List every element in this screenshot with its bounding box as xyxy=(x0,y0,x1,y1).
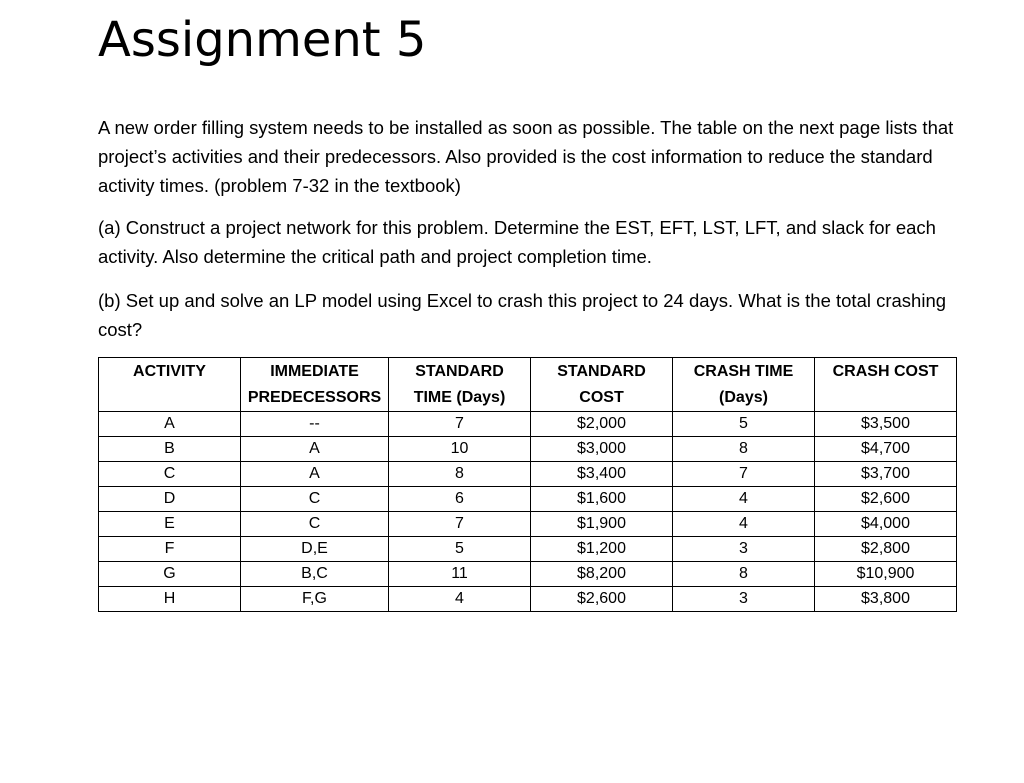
cell-activity: D xyxy=(99,487,241,512)
header-standard-time-line-2: TIME (Days) xyxy=(413,389,506,406)
cell-standard-cost: $3,000 xyxy=(531,437,673,462)
cell-crash-cost: $2,800 xyxy=(815,537,957,562)
cell-standard-time: 6 xyxy=(389,487,531,512)
cell-predecessors: C xyxy=(241,512,389,537)
cell-crash-cost: $4,700 xyxy=(815,437,957,462)
table-row xyxy=(99,437,957,462)
table-row xyxy=(99,537,957,562)
cell-activity: E xyxy=(99,512,241,537)
header-immediate-predecessors xyxy=(241,358,389,412)
header-crash-time-line-2: (Days) xyxy=(719,389,768,406)
cell-predecessors: A xyxy=(241,462,389,487)
cell-activity: G xyxy=(99,562,241,587)
cell-predecessors: -- xyxy=(241,412,389,437)
cell-standard-time: 8 xyxy=(389,462,531,487)
cell-crash-time: 4 xyxy=(673,512,815,537)
cell-predecessors: A xyxy=(241,437,389,462)
part-b-paragraph: (b) Set up and solve an LP model using Excel to crash this project to 24 days. What is the total crashing cost? xyxy=(98,290,947,340)
cell-crash-cost: $3,700 xyxy=(815,462,957,487)
header-crash-time xyxy=(673,358,815,412)
table-row xyxy=(99,587,957,612)
cell-crash-cost: $10,900 xyxy=(815,562,957,587)
cell-standard-cost: $2,000 xyxy=(531,412,673,437)
cell-crash-time: 3 xyxy=(673,587,815,612)
header-standard-time-line-1: STANDARD xyxy=(415,363,504,380)
cell-crash-cost: $3,800 xyxy=(815,587,957,612)
cell-crash-time: 8 xyxy=(673,562,815,587)
header-crash-cost-line-1: CRASH COST xyxy=(832,363,939,380)
header-crash-cost xyxy=(815,358,957,412)
cell-standard-time: 7 xyxy=(389,412,531,437)
cell-predecessors: D,E xyxy=(241,537,389,562)
intro-paragraph: A new order filling system needs to be installed as soon as possible. The table on the next page lists that project’s activities and their predecessors. Also provided is the cost information to reduce the standard activity times. (problem 7-32 in the textbook) xyxy=(98,117,954,196)
cell-crash-time: 5 xyxy=(673,412,815,437)
table-row xyxy=(99,562,957,587)
cell-crash-cost: $2,600 xyxy=(815,487,957,512)
cell-activity: A xyxy=(99,412,241,437)
header-predecessors-line-2: PREDECESSORS xyxy=(247,389,382,406)
header-standard-time xyxy=(389,358,531,412)
table-row xyxy=(99,512,957,537)
cell-predecessors: F,G xyxy=(241,587,389,612)
table-row xyxy=(99,412,957,437)
header-activity-line-1: ACTIVITY xyxy=(133,363,206,380)
page-title: Assignment 5 xyxy=(98,12,427,68)
cell-standard-time: 7 xyxy=(389,512,531,537)
activity-table xyxy=(98,357,957,612)
cell-standard-time: 4 xyxy=(389,587,531,612)
header-crash-time-line-1: CRASH TIME xyxy=(693,363,794,380)
header-standard-cost xyxy=(531,358,673,412)
cell-activity: B xyxy=(99,437,241,462)
cell-standard-cost: $1,900 xyxy=(531,512,673,537)
cell-crash-time: 8 xyxy=(673,437,815,462)
cell-crash-cost: $3,500 xyxy=(815,412,957,437)
cell-activity: C xyxy=(99,462,241,487)
cell-crash-cost: $4,000 xyxy=(815,512,957,537)
table-header-row xyxy=(99,358,957,412)
cell-crash-time: 7 xyxy=(673,462,815,487)
part-a-paragraph: (a) Construct a project network for this problem. Determine the EST, EFT, LST, LFT, and slack for each activity. Also determine the critical path and project completion time. xyxy=(98,217,936,267)
header-standard-cost-line-2: COST xyxy=(579,389,624,406)
header-standard-cost-line-1: STANDARD xyxy=(557,363,646,380)
cell-crash-time: 4 xyxy=(673,487,815,512)
cell-standard-cost: $1,200 xyxy=(531,537,673,562)
table-row xyxy=(99,462,957,487)
cell-standard-time: 5 xyxy=(389,537,531,562)
cell-standard-cost: $8,200 xyxy=(531,562,673,587)
cell-activity: F xyxy=(99,537,241,562)
header-activity xyxy=(99,358,241,412)
header-predecessors-line-1: IMMEDIATE xyxy=(270,363,359,380)
table-row xyxy=(99,487,957,512)
cell-standard-time: 11 xyxy=(389,562,531,587)
cell-activity: H xyxy=(99,587,241,612)
cell-standard-time: 10 xyxy=(389,437,531,462)
cell-predecessors: C xyxy=(241,487,389,512)
cell-predecessors: B,C xyxy=(241,562,389,587)
cell-standard-cost: $1,600 xyxy=(531,487,673,512)
cell-crash-time: 3 xyxy=(673,537,815,562)
cell-standard-cost: $3,400 xyxy=(531,462,673,487)
cell-standard-cost: $2,600 xyxy=(531,587,673,612)
